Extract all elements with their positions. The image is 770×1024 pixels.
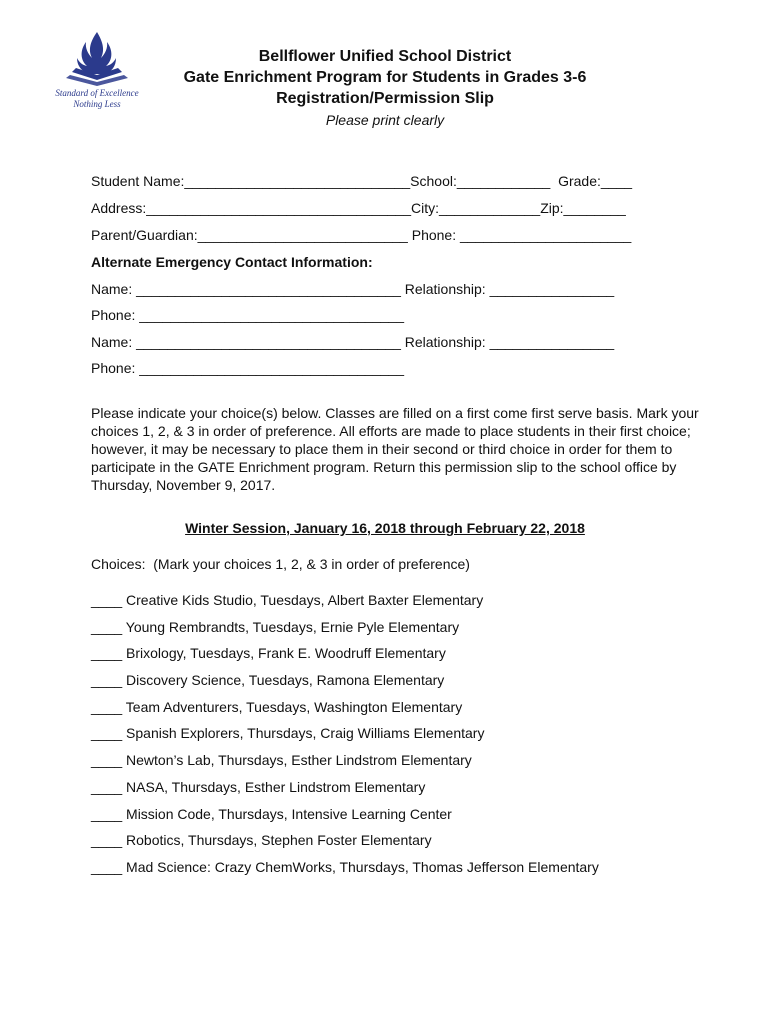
alternate-contact-heading: Alternate Emergency Contact Information: <box>91 254 373 270</box>
choice-instructions: Please indicate your choice(s) below. Classes are filled on a first come first serve basis. Mark your choices 1, 2, & 3 in order of preference. All efforts are made to place students in their first choice; however, it may be necessary to place them in their second or third choice in order for them to participate in the GATE Enrichment program. Return this permission slip to the school office by Thursday, November 9, 2017. <box>91 405 699 493</box>
form-title: Registration/Permission Slip <box>276 90 494 107</box>
alt-contact-2-name-line[interactable]: Name: __________________________________ Relationship: ________________ <box>91 334 615 350</box>
choice-item[interactable]: ____ Young Rembrandts, Tuesdays, Ernie Pyle Elementary <box>91 619 460 635</box>
choice-item[interactable]: ____ Newton’s Lab, Thursdays, Esther Lindstrom Elementary <box>91 752 472 768</box>
print-instruction: Please print clearly <box>325 112 445 128</box>
choice-item[interactable]: ____ Creative Kids Studio, Tuesdays, Albert Baxter Elementary <box>91 592 484 608</box>
choice-item[interactable]: ____ Mad Science: Crazy ChemWorks, Thursdays, Thomas Jefferson Elementary <box>91 859 599 875</box>
logo-line-1: Standard of Excellence <box>55 88 139 98</box>
choices-label: Choices: (Mark your choices 1, 2, & 3 in order of preference) <box>91 556 470 572</box>
alt-contact-1-name-line[interactable]: Name: __________________________________ Relationship: ________________ <box>91 281 615 297</box>
choice-item[interactable]: ____ NASA, Thursdays, Esther Lindstrom Elementary <box>91 779 426 795</box>
choice-item[interactable]: ____ Team Adventurers, Tuesdays, Washington Elementary <box>91 699 463 715</box>
address-line[interactable]: Address:__________________________________City:_____________Zip:________ <box>91 200 626 216</box>
parent-guardian-line[interactable]: Parent/Guardian:___________________________ Phone: ______________________ <box>91 227 632 243</box>
alt-contact-2-phone-line[interactable]: Phone: __________________________________ <box>91 360 404 376</box>
form-header <box>0 46 770 130</box>
logo-line-2: Nothing Less <box>73 99 121 109</box>
alt-contact-1-phone-line[interactable]: Phone: __________________________________ <box>91 307 404 323</box>
session-heading: Winter Session, January 16, 2018 through February 22, 2018 <box>185 520 585 536</box>
program-title: Gate Enrichment Program for Students in Grades 3-6 <box>183 69 587 86</box>
student-info-line[interactable]: Student Name:_____________________________School:____________ Grade:____ <box>91 173 633 189</box>
choice-item[interactable]: ____ Brixology, Tuesdays, Frank E. Woodruff Elementary <box>91 645 446 661</box>
choice-item[interactable]: ____ Mission Code, Thursdays, Intensive Learning Center <box>91 806 452 822</box>
choice-item[interactable]: ____ Robotics, Thursdays, Stephen Foster Elementary <box>91 832 432 848</box>
district-title: Bellflower Unified School District <box>258 48 512 65</box>
choice-item[interactable]: ____ Discovery Science, Tuesdays, Ramona Elementary <box>91 672 445 688</box>
choice-item[interactable]: ____ Spanish Explorers, Thursdays, Craig Williams Elementary <box>91 725 485 741</box>
